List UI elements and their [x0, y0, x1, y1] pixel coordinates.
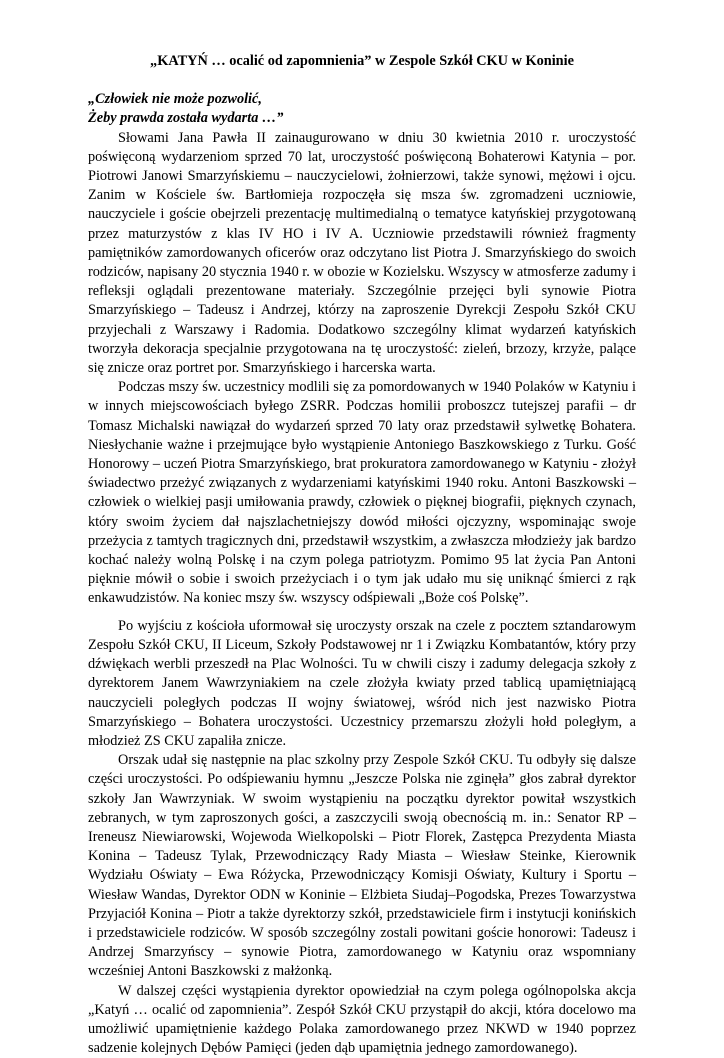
motto-line-2: Żeby prawda została wydarta …” — [88, 110, 284, 127]
paragraph-2: Podczas mszy św. uczestnicy modlili się za pomordowanych w 1940 Polaków w Katyniu i w innych miejscowościach byłego ZSRR. Podczas homilii proboszcz tutejszej parafii – dr Tomasz Michalski nawiązał do wydarzeń sprzed 70 laty oraz przedstawił sylwetkę Bohatera. Niesłychanie ważne i przejmujące było wystąpienie Antoniego Baszkowskiego z Turku. Gość Honorowy – uczeń Piotra Smarzyńskiego, brat prokuratora zamordowanego w Katyniu - złożył świadectwo przeżyć związanych z wydarzeniami katyńskimi 1940 roku. Antoni Baszkowski – człowiek o wielkiej pasji umiłowania prawdy, człowiek o pięknej biografii, pięknych czynach, który swoim życiem dał najszlachetniejszy dowód miłości ojczyzny, wspominając swoje przeżycia z tamtych tragicznych dni, przedstawił wszystkim, a zwłaszcza młodzieży jak bardzo kochać należy wolną Polskę i na czym polega patriotyzm. Pomimo 95 lat życia Pan Antoni pięknie mówił o sobie i swoich przeżyciach i o tym jak udało mu się uniknąć śmierci z rąk enkawudzistów. Na koniec mszy św. wszyscy odśpiewali „Boże coś Polskę”. — [88, 379, 636, 607]
paragraph-4: Orszak udał się następnie na plac szkolny przy Zespole Szkół CKU. Tu odbyły się dalsze części uroczystości. Po odśpiewaniu hymnu „Jeszcze Polska nie zginęła” głos zabrał dyrektor szkoły Jan Wawrzyniak. W swoim wystąpieniu na początku dyrektor powitał wszystkich zebranych, w tym zaproszonych gości, a zaszczycili swoją obecnością m. in.: Senator RP – Ireneusz Niewiarowski, Wojewoda Wielkopolski – Piotr Florek, Zastępca Prezydenta Miasta Konina – Tadeusz Tylak, Przewodniczący Rady Miasta – Wiesław Steinke, Kierownik Wydziału Oświaty – Ewa Różycka, Przewodniczący Komisji Oświaty, Kultury i Sportu – Wiesław Wandas, Dyrektor ODN w Koninie – Elżbieta Siudaj–Pogodska, Prezes Towarzystwa Przyjaciół Konina – Piotr a także dyrektorzy szkół, przedstawiciele firm i instytucji konińskich i przedstawiciele rodziców. W sposób szczególny zostali powitani goście honorowi: Tadeusz i Andrzej Smarzyńscy – synowie Piotra, zamordowanego w Katyniu oraz wspomniany wcześniej Antoni Baszkowski z małżonką. — [88, 752, 636, 980]
paragraph-5: W dalszej części wystąpienia dyrektor opowiedział na czym polega ogólnopolska akcja „Katyń … ocalić od zapomnienia”. Zespół Szkół CKU przystąpił do akcji, która docelowo ma umożliwić upamiętnienie każdego Polaka zamordowanego przez NKWD w 1940 poprzez sadzenie kolejnych Dębów Pamięci (jeden dąb upamiętnia jednego zamordowanego). — [88, 982, 636, 1057]
paragraph-3: Po wyjściu z kościoła uformował się uroczysty orszak na czele z pocztem sztandarowym Zespołu Szkół CKU, II Liceum, Szkoły Podstawowej nr 1 i Związku Kombatantów, który przy dźwiękach werbli przeszedł na Plac Wolności. Tu w chwili ciszy i zadumy delegacja szkoły z dyrektorem Janem Wawrzyniakiem na czele złożyła kwiaty przed tablicą upamiętniającą nauczycieli poległych podczas II wojny światowej, wśród nich jest nazwisko Piotra Smarzyńskiego – Bohatera uroczystości. Uczestnicy przemarszu złożyli hołd poległym, a młodzież ZS CKU zapaliła znicze. — [88, 617, 636, 749]
document-title: „KATYŃ … ocalić od zapomnienia” w Zespole Szkół CKU w Koninie — [150, 53, 574, 69]
motto-line-1: „Człowiek nie może pozwolić, — [88, 91, 262, 108]
paragraph-1: Słowami Jana Pawła II zainaugurowano w dniu 30 kwietnia 2010 r. uroczystość poświęconą wydarzeniom sprzed 70 lat, uroczystość poświęconą Bohaterowi Katynia – por. Piotrowi Janowi Smarzyńskiemu – nauczycielowi, żołnierzowi, także synowi, mężowi i ojcu. Zanim w Kościele św. Bartłomieja rozpoczęła się msza św. zgromadzeni uczniowie, nauczyciele i goście obejrzeli prezentację multimedialną o tematyce katyńskiej przygotowaną przez maturzystów z klas IV HO i IV A. Uczniowie przedstawili również fragmenty pamiętników zamordowanych oficerów oraz odczytano list Piotra J. Smarzyńskiego do swoich rodziców, napisany 20 stycznia 1940 r. w obozie w Kozielsku. Wszyscy w atmosferze zadumy i refleksji oglądali prezentowane materiały. Szczególnie przejęci byli synowie Piotra Smarzyńskiego – Tadeusz i Andrzej, którzy na zaproszenie Dyrekcji Zespołu Szkół CKU przyjechali z Warszawy i Radomia. Dodatkowo szczególny klimat wydarzeń katyńskich tworzyła dekoracja specjalnie przygotowana na tę uroczystość: zieleń, brzozy, krzyże, palące się znicze oraz portret por. Smarzyńskiego i harcerska warta. — [88, 129, 636, 377]
